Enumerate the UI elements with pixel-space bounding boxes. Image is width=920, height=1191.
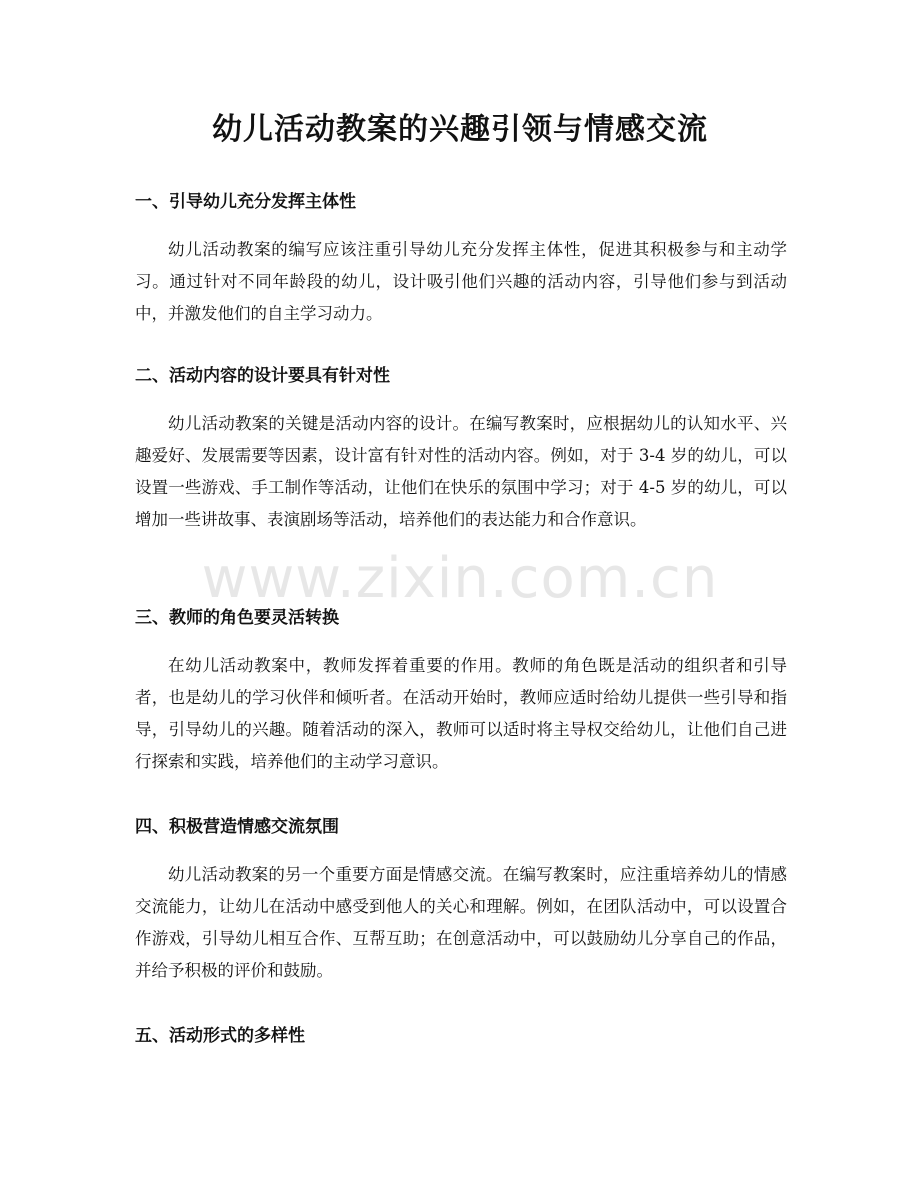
section-paragraph-1: 幼儿活动教案的编写应该注重引导幼儿充分发挥主体性，促进其积极参与和主动学习。通过针对不同年龄段的幼儿，设计吸引他们兴趣的活动内容，引导他们参与到活动中，并激发他们的自主学习动力。: [135, 240, 787, 323]
section-heading-1: 一、引导幼儿充分发挥主体性: [135, 192, 356, 212]
section-paragraph-3: 在幼儿活动教案中，教师发挥着重要的作用。教师的角色既是活动的组织者和引导者，也是幼儿的学习伙伴和倾听者。在活动开始时，教师应适时给幼儿提供一些引导和指导，引导幼儿的兴趣。随着活动的深入，教师可以适时将主导权交给幼儿，让他们自己进行探索和实践，培养他们的主动学习意识。: [135, 656, 787, 771]
section-paragraph-4: 幼儿活动教案的另一个重要方面是情感交流。在编写教案时，应注重培养幼儿的情感交流能力，让幼儿在活动中感受到他人的关心和理解。例如，在团队活动中，可以设置合作游戏，引导幼儿相互合作、互帮互助；在创意活动中，可以鼓励幼儿分享自己的作品，并给予积极的评价和鼓励。: [135, 865, 787, 980]
section-paragraph-2: 幼儿活动教案的关键是活动内容的设计。在编写教案时，应根据幼儿的认知水平、兴趣爱好、发展需要等因素，设计富有针对性的活动内容。例如，对于 3-4 岁的幼儿，可以设置一些游戏、手工制作等活动，让他们在快乐的氛围中学习；对于 4-5 岁的幼儿，可以增加一些讲故事、表演剧场等活动，培养他们的表达能力和合作意识。: [135, 414, 787, 529]
section-heading-3: 三、教师的角色要灵活转换: [135, 608, 339, 628]
section-heading-5: 五、活动形式的多样性: [135, 1026, 305, 1046]
section-heading-4: 四、积极营造情感交流氛围: [135, 817, 339, 837]
watermark: www.zixin.com.cn: [201, 546, 719, 611]
document-title: 幼儿活动教案的兴趣引领与情感交流: [212, 112, 708, 147]
section-heading-2: 二、活动内容的设计要具有针对性: [135, 366, 390, 386]
